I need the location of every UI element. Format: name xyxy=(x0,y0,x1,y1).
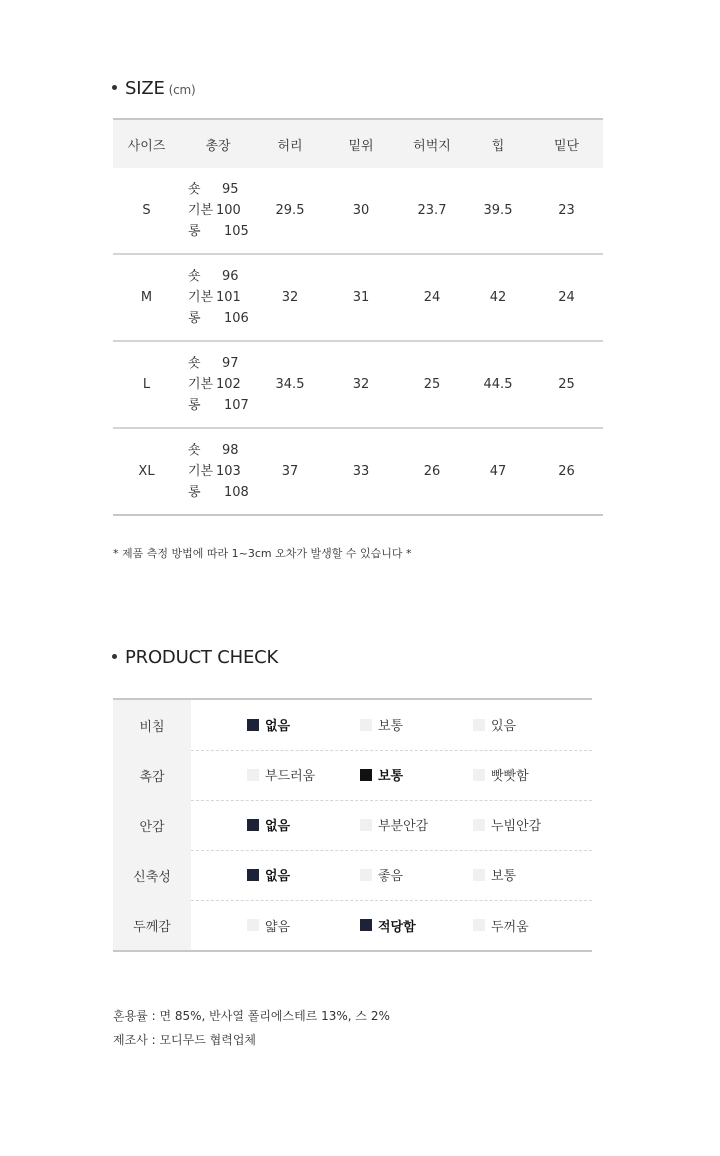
header-length: 총장 xyxy=(205,138,231,154)
checkbox-empty-icon xyxy=(473,919,485,931)
thigh-cell: 24 xyxy=(423,290,441,305)
product-check-title xyxy=(112,647,278,668)
table-row xyxy=(113,342,603,429)
waist-cell: 34.5 xyxy=(275,377,305,392)
check-option xyxy=(473,865,586,884)
check-options xyxy=(191,800,592,851)
check-option-selected xyxy=(247,865,360,884)
length-cell xyxy=(180,179,256,242)
checkbox-empty-icon xyxy=(360,719,372,731)
size-cell: L xyxy=(142,377,151,392)
thigh-cell: 25 xyxy=(423,377,441,392)
check-option xyxy=(247,765,360,784)
rise-cell: 30 xyxy=(352,203,370,218)
check-label: 안감 xyxy=(113,800,191,850)
check-option xyxy=(360,715,473,734)
checkbox-empty-icon xyxy=(247,919,259,931)
size-cell: XL xyxy=(138,464,155,479)
hem-cell: 25 xyxy=(558,377,575,392)
option-text: 없음 xyxy=(265,719,291,734)
bullet-icon xyxy=(112,85,117,90)
length-label: 롱 xyxy=(188,224,201,239)
table-row xyxy=(113,255,603,342)
length-value: 97 xyxy=(222,356,239,371)
hip-cell: 44.5 xyxy=(483,377,513,392)
rise-cell: 32 xyxy=(352,377,370,392)
size-cell: M xyxy=(140,290,153,305)
checkbox-empty-icon xyxy=(473,819,485,831)
length-value: 103 xyxy=(216,464,241,479)
check-options xyxy=(191,900,592,950)
length-value: 100 xyxy=(216,203,241,218)
check-option xyxy=(360,815,473,834)
length-label: 기본 xyxy=(188,203,214,218)
hem-cell: 24 xyxy=(558,290,575,305)
length-value: 98 xyxy=(222,443,239,458)
length-cell xyxy=(180,440,256,503)
waist-cell: 29.5 xyxy=(275,203,305,218)
check-row-lining xyxy=(113,800,592,850)
waist-cell: 32 xyxy=(281,290,299,305)
check-label: 두께감 xyxy=(113,900,191,950)
check-row-thickness xyxy=(113,900,592,950)
bullet-icon xyxy=(112,654,117,659)
waist-cell: 37 xyxy=(281,464,299,479)
checkbox-filled-icon xyxy=(247,719,259,731)
checkbox-empty-icon xyxy=(473,869,485,881)
header-size: 사이즈 xyxy=(127,138,166,154)
check-option xyxy=(360,865,473,884)
check-option-selected xyxy=(360,765,473,784)
option-text: 없음 xyxy=(265,869,291,884)
material-info: 혼용률 : 면 85%, 반사열 폴리에스테르 13%, 스 2% xyxy=(113,1009,390,1023)
check-option-selected xyxy=(360,916,473,935)
check-option xyxy=(473,916,586,935)
rise-cell: 33 xyxy=(352,464,370,479)
check-option xyxy=(473,765,586,784)
size-cell: S xyxy=(142,203,151,218)
rise-cell: 31 xyxy=(352,290,370,305)
option-text: 부드러움 xyxy=(265,769,316,784)
length-label: 롱 xyxy=(188,398,201,413)
length-value: 96 xyxy=(222,269,239,284)
option-text: 보통 xyxy=(378,719,404,734)
length-value: 107 xyxy=(224,398,249,413)
check-label: 비침 xyxy=(113,700,191,750)
option-text: 있음 xyxy=(491,719,517,734)
hip-cell: 39.5 xyxy=(483,203,513,218)
length-label: 숏 xyxy=(188,356,201,371)
size-section-title xyxy=(112,78,196,99)
length-value: 105 xyxy=(224,224,249,239)
length-label: 숏 xyxy=(188,443,201,458)
checkbox-empty-icon xyxy=(360,819,372,831)
header-waist: 허리 xyxy=(277,138,303,154)
checkbox-empty-icon xyxy=(247,769,259,781)
hem-cell: 23 xyxy=(558,203,575,218)
size-title-text: SIZE xyxy=(125,78,165,99)
table-row xyxy=(113,168,603,255)
header-thigh: 허벅지 xyxy=(413,138,451,154)
header-rise: 밑위 xyxy=(348,138,374,154)
length-cell xyxy=(180,266,256,329)
length-label: 기본 xyxy=(188,290,214,305)
option-text: 적당함 xyxy=(378,919,416,935)
check-option xyxy=(473,815,586,834)
option-text: 두꺼움 xyxy=(491,919,529,935)
check-row-texture xyxy=(113,750,592,800)
length-label: 숏 xyxy=(188,182,201,197)
length-value: 102 xyxy=(216,377,241,392)
product-check-title-text: PRODUCT CHECK xyxy=(125,647,279,668)
thigh-cell: 26 xyxy=(423,464,441,479)
checkbox-empty-icon xyxy=(360,869,372,881)
option-text: 없음 xyxy=(265,819,291,834)
checkbox-filled-icon xyxy=(360,919,372,931)
option-text: 누빔안감 xyxy=(491,819,542,834)
length-label: 기본 xyxy=(188,464,214,479)
length-value: 101 xyxy=(216,290,241,305)
size-unit: (cm) xyxy=(168,83,196,97)
hem-cell: 26 xyxy=(558,464,575,479)
check-options xyxy=(191,750,592,801)
option-text: 보통 xyxy=(378,769,404,784)
checkbox-filled-icon xyxy=(360,769,372,781)
check-option xyxy=(247,916,360,935)
checkbox-empty-icon xyxy=(473,769,485,781)
size-table xyxy=(113,118,603,516)
length-value: 95 xyxy=(222,182,239,197)
check-option-selected xyxy=(247,815,360,834)
option-text: 좋음 xyxy=(378,869,404,884)
length-label: 숏 xyxy=(188,269,201,284)
option-text: 보통 xyxy=(491,869,517,884)
check-option-selected xyxy=(247,715,360,734)
size-table-header xyxy=(113,120,603,168)
product-check-table xyxy=(113,698,592,952)
option-text: 얇음 xyxy=(265,919,291,935)
check-label: 촉감 xyxy=(113,750,191,800)
length-label: 기본 xyxy=(188,377,214,392)
hip-cell: 47 xyxy=(489,464,507,479)
hip-cell: 42 xyxy=(489,290,507,305)
check-row-stretch xyxy=(113,850,592,900)
check-label: 신축성 xyxy=(113,850,191,900)
measurement-note: * 제품 측정 방법에 따라 1~3cm 오차가 발생할 수 있습니다 * xyxy=(113,547,412,560)
option-text: 부분안감 xyxy=(378,819,429,834)
table-row xyxy=(113,429,603,516)
check-options xyxy=(191,850,592,901)
option-text: 빳빳함 xyxy=(491,769,529,784)
check-options xyxy=(191,700,592,751)
thigh-cell: 23.7 xyxy=(417,203,447,218)
check-option xyxy=(473,715,586,734)
length-label: 롱 xyxy=(188,311,201,326)
length-value: 106 xyxy=(224,311,249,326)
header-hem: 밑단 xyxy=(553,138,580,154)
checkbox-empty-icon xyxy=(473,719,485,731)
length-value: 108 xyxy=(224,485,249,500)
length-label: 롱 xyxy=(188,485,201,500)
maker-info: 제조사 : 모디무드 협력업체 xyxy=(113,1033,256,1047)
checkbox-filled-icon xyxy=(247,819,259,831)
check-row-sheerness xyxy=(113,700,592,750)
header-hip: 힙 xyxy=(491,138,505,154)
length-cell xyxy=(180,353,256,416)
checkbox-filled-icon xyxy=(247,869,259,881)
